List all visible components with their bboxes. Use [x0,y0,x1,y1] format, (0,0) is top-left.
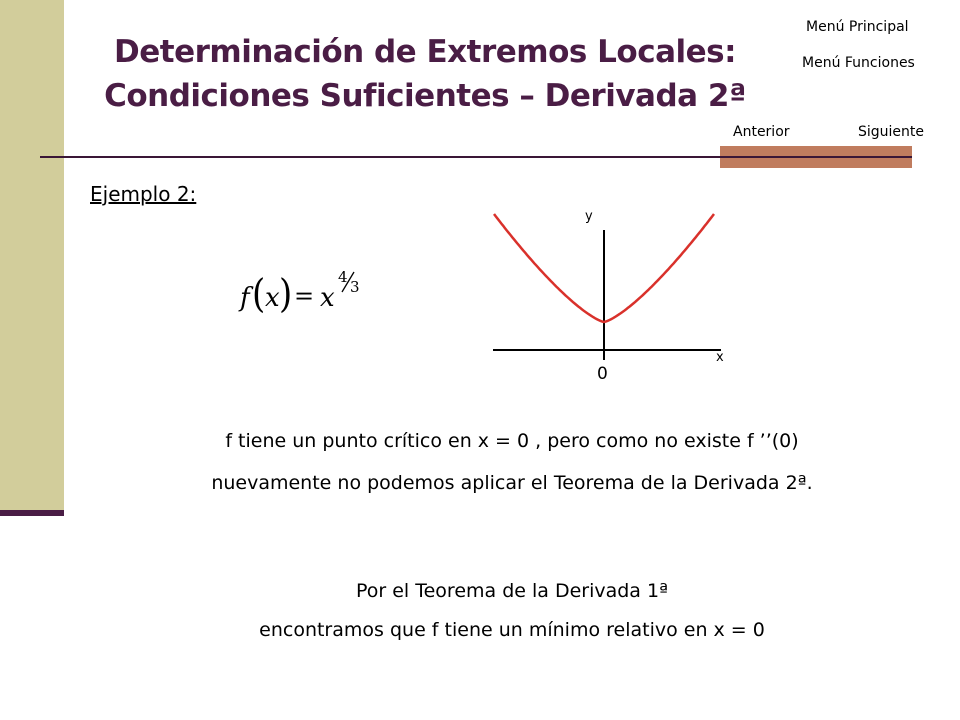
slide-title [100,30,750,118]
example-label: Ejemplo 2: [90,182,197,206]
formula-equals: = [294,282,315,310]
paragraph2-line1: Por el Teorema de la Derivada 1ª [355,580,669,602]
formula-var: x [265,283,280,313]
menu-principal-link[interactable]: Menú Principal [806,19,909,35]
formula-base: x [320,283,335,313]
formula-open-paren: ( [252,270,266,317]
header-divider [40,156,912,158]
function-formula [238,262,368,322]
x-axis-label: x [716,350,724,365]
y-axis-label: y [585,209,593,224]
formula-exp-numerator: 4 [338,268,348,286]
paragraph1-line2: nuevamente no podemos aplicar el Teorema de la Derivada 2ª. [211,472,813,494]
title-line-1: Determinación de Extremos Locales: [114,34,736,70]
paragraph1-line1: f tiene un punto crítico en x = 0 , pero como no existe f ’’(0) [225,430,799,452]
siguiente-link[interactable]: Siguiente [858,124,925,140]
formula-close-paren: ) [279,270,293,317]
formula-f: f [240,283,250,313]
left-bar-cap [0,510,64,516]
title-line-2: Condiciones Suficientes – Derivada 2ª [104,78,746,114]
left-decorative-bar [0,0,64,512]
anterior-link[interactable]: Anterior [733,124,790,140]
function-graph [488,200,738,390]
formula-exp-denominator: 3 [350,278,360,296]
paragraph2-line2: encontramos que f tiene un mínimo relativo en x = 0 [259,619,765,641]
menu-funciones-link[interactable]: Menú Funciones [802,55,915,71]
origin-label: 0 [597,364,608,384]
